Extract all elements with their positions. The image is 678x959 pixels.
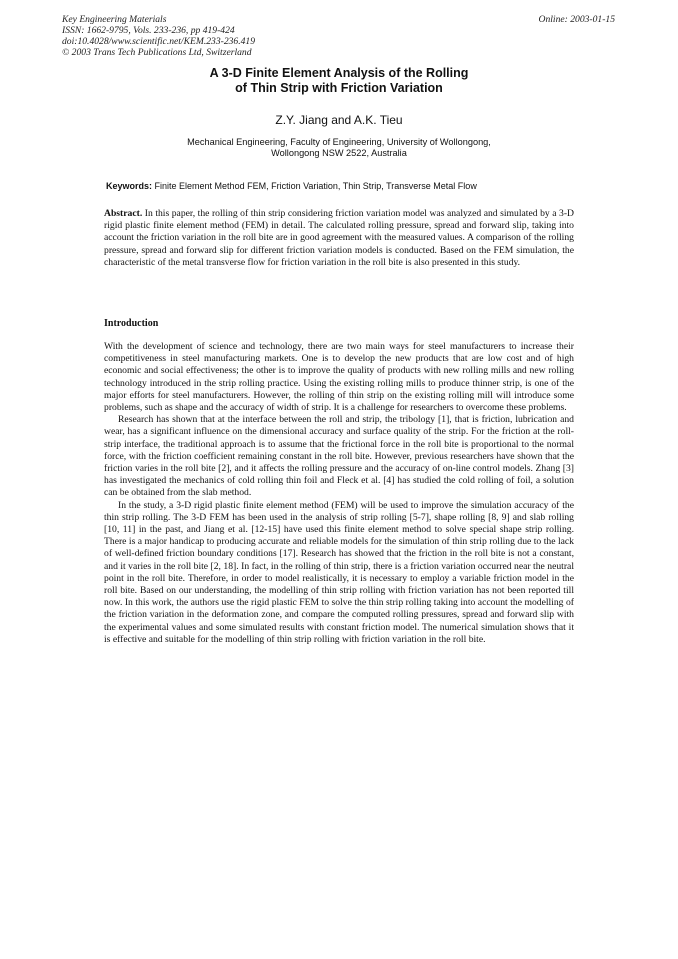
keywords <box>106 181 576 191</box>
doi-line: doi:10.4028/www.scientific.net/KEM.233-236.419 <box>62 36 256 47</box>
journal-header <box>62 14 392 58</box>
affiliation-line-1: Mechanical Engineering, Faculty of Engineering, University of Wollongong, <box>187 137 491 147</box>
keywords-label: Keywords: <box>106 181 153 191</box>
affiliation-line-2: Wollongong NSW 2522, Australia <box>271 148 407 158</box>
keywords-text: Finite Element Method FEM, Friction Variation, Thin Strip, Transverse Metal Flow <box>154 181 477 191</box>
abstract-text: In this paper, the rolling of thin strip considering friction variation model was analyzed and simulated by a 3-D rigid plastic finite element method (FEM) in detail. The calculated rolling pressure, spread and forward slip, taking into account the friction variation in the roll bite are in good agreement with the measured values. A comparison of the rolling pressure, spread and forward slip for different friction variation models is conducted. Based on the FEM simulation, the characteristic of the metal transverse flow for friction variation in the roll bite is also presented in this study. <box>104 208 575 268</box>
authors: Z.Y. Jiang and A.K. Tieu <box>275 113 403 127</box>
copyright-line: © 2003 Trans Tech Publications Ltd, Switzerland <box>62 47 252 58</box>
paper-title <box>60 66 618 95</box>
intro-paragraph-3: In the study, a 3-D rigid plastic finite element method (FEM) will be used to improve the simulation accuracy of the thin strip rolling. The 3-D FEM has been used in the analysis of strip rolling [5-7], shape rolling [8, 9] and slab rolling [10, 11] in the past, and Jiang et al. [12-15] have used this finite element method to solve special shape strip rolling. There is a major handicap to producing accurate and reliable models for the simulation of thin strip rolling due to the lack of well-defined friction boundary conditions [17]. Research has showed that the friction in the roll bite is not a constant, and it varies in the roll bite [2, 18]. In fact, in the rolling of thin strip, there is a friction variation occurred near the neutral point in the roll bite. Therefore, in order to model realistically, it is necessary to employ a variable friction model in the roll bite. Based on our understanding, the modelling of thin strip rolling with friction variation has not been reported till now. In this work, the authors use the rigid plastic FEM to solve the thin strip rolling taking into account the modelling of the friction variation in the deformation zone, and compare the computed rolling pressures, spread and forward slip with the experimental values and some simulated results with constant friction model. The numerical simulation shows that it is effective and suitable for the modelling of thin strip rolling with friction variation in the roll bite. <box>104 499 574 645</box>
section-heading-introduction: Introduction <box>104 318 159 329</box>
abstract-label: Abstract. <box>104 208 143 219</box>
title-line-1: A 3-D Finite Element Analysis of the Rolling <box>209 66 469 80</box>
issn-line: ISSN: 1662-9795, Vols. 233-236, pp 419-424 <box>62 25 235 36</box>
affiliation <box>60 137 618 159</box>
introduction-body <box>104 341 574 646</box>
intro-paragraph-1: With the development of science and technology, there are two main ways for steel manufacturers to increase their competitiveness in steel manufacturing markets. One is to develop the new products that are low cost and of high economic and social effectiveness; the other is to improve the quality of products with new rolling mills and new rolling technology introduced in the strip rolling practice. Using the existing rolling mills to produce thinner strip, is one of the major efforts for steel manufacturers. However, the rolling of thin strip on the existing rolling mill will introduce some problems, such as shape and the accuracy of width of strip. It is a challenge for researchers to overcome these problems. <box>104 341 574 414</box>
online-date: Online: 2003-01-15 <box>538 14 615 25</box>
intro-paragraph-2: Research has shown that at the interface between the roll and strip, the tribology [1], that is friction, lubrication and wear, has a significant influence on the dimensional accuracy and surface quality of the strip. For the friction at the roll-strip interface, the traditional approach is to assume that the frictional force in the roll bite is proportional to the normal force, with the friction coefficient remaining constant in the roll bite. However, previous researchers have shown that the friction varies in the roll bite [2], and it affects the rolling pressure and the accuracy of on-line control models. Zhang [3] has investigated the mechanics of cold rolling thin foil and Fleck et al. [4] has studied the cold rolling of foil, a solution can be obtained from the slab method. <box>104 414 574 499</box>
abstract <box>104 208 574 269</box>
title-line-2: of Thin Strip with Friction Variation <box>235 80 443 95</box>
journal-name: Key Engineering Materials <box>62 14 167 25</box>
